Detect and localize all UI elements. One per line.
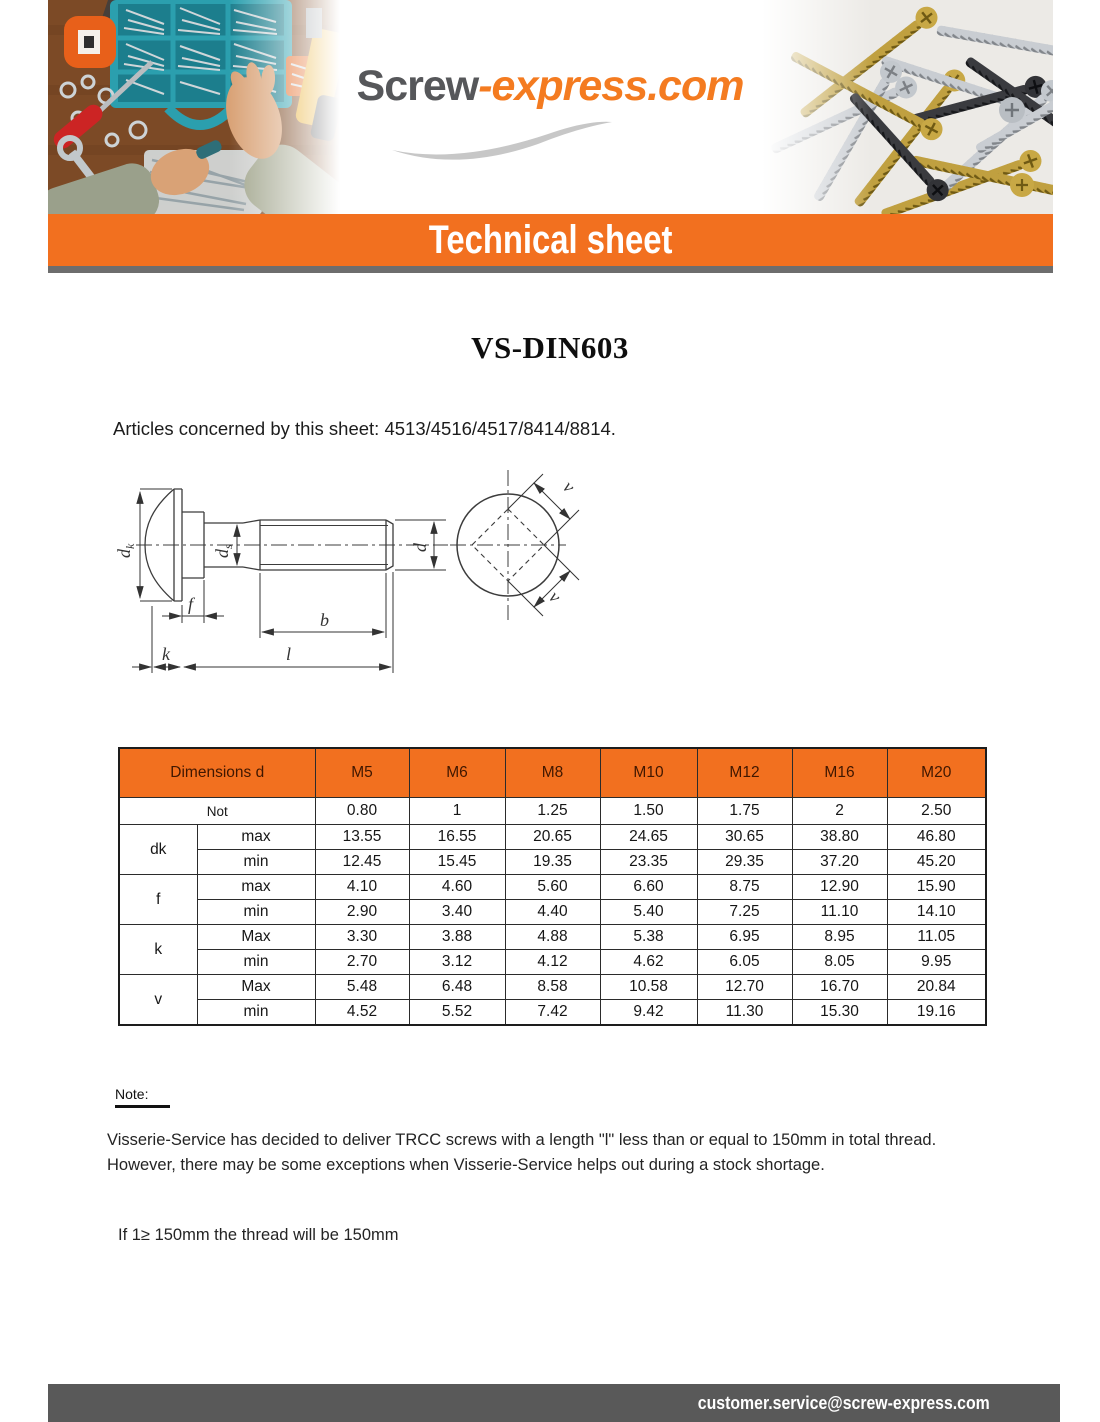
header-m12: M12 [697,748,792,798]
value-cell: 11.10 [792,900,887,925]
row-label: Not [119,798,315,825]
note-paragraph: Visserie-Service has decided to deliver TRCC screws with a length "l" less than or equal to 150mm in total thread. However, there may be some exceptions when Visserie-Service helps out during a stock shortage. [107,1131,937,1174]
group-label: dk [119,825,197,875]
footer-email[interactable]: customer.service@screw-express.com [698,1392,990,1413]
value-cell: 5.52 [409,1000,505,1026]
photo-fade [48,0,340,215]
footer-bar [48,1384,1060,1422]
table-row [119,875,986,900]
value-cell: 45.20 [887,850,986,875]
group-label: f [119,875,197,925]
row-label: min [197,950,315,975]
value-cell: 2.90 [315,900,409,925]
table-row [119,950,986,975]
dim-label-l: l [286,644,292,664]
value-cell: 8.58 [505,975,600,1000]
value-cell: 15.90 [887,875,986,900]
value-cell: 2.70 [315,950,409,975]
value-cell: 4.88 [505,925,600,950]
value-cell: 20.84 [887,975,986,1000]
value-cell: 2.50 [887,798,986,825]
value-cell: 46.80 [887,825,986,850]
dim-label-d: d [410,543,430,552]
table-row [119,925,986,950]
value-cell: 12.70 [697,975,792,1000]
dim-label-dk: $d_k$ [114,543,137,558]
logo-swoosh [388,120,618,160]
value-cell: 11.30 [697,1000,792,1026]
value-cell: 20.65 [505,825,600,850]
dim-label-ds: $d_s$ [212,544,235,558]
banner-underline [48,266,1053,273]
value-cell: 3.12 [409,950,505,975]
screw-pile-photo [762,0,1053,218]
logo-secondary: -express.com [478,62,744,110]
page-title: VS-DIN603 [471,330,629,365]
value-cell: 5.40 [600,900,697,925]
value-cell: 1.50 [600,798,697,825]
value-cell: 4.52 [315,1000,409,1026]
value-cell: 4.10 [315,875,409,900]
value-cell: 11.05 [887,925,986,950]
group-label: v [119,975,197,1026]
row-label: min [197,1000,315,1026]
group-label: k [119,925,197,975]
value-cell: 15.30 [792,1000,887,1026]
value-cell: 3.88 [409,925,505,950]
technical-sheet-banner [48,214,1053,266]
value-cell: 6.05 [697,950,792,975]
articles-line: Articles concerned by this sheet: 4513/4516/4517/8414/8814. [113,418,616,439]
header-dimensions: Dimensions d [119,748,315,798]
bolt-drawing-svg [100,440,680,710]
value-cell: 13.55 [315,825,409,850]
value-cell: 14.10 [887,900,986,925]
value-cell: 4.12 [505,950,600,975]
table-header-row [119,748,986,798]
table-row [119,825,986,850]
value-cell: 0.80 [315,798,409,825]
value-cell: 12.90 [792,875,887,900]
value-cell: 6.48 [409,975,505,1000]
header-m8: M8 [505,748,600,798]
value-cell: 8.05 [792,950,887,975]
photo-fade [762,0,1053,218]
value-cell: 4.60 [409,875,505,900]
value-cell: 5.38 [600,925,697,950]
value-cell: 1.75 [697,798,792,825]
value-cell: 24.65 [600,825,697,850]
value-cell: 16.55 [409,825,505,850]
table-row [119,975,986,1000]
row-label: max [197,825,315,850]
table-row [119,850,986,875]
value-cell: 5.60 [505,875,600,900]
workbench-photo [48,0,340,215]
dimensions-table [118,747,987,1026]
value-cell: 23.35 [600,850,697,875]
value-cell: 16.70 [792,975,887,1000]
value-cell: 9.42 [600,1000,697,1026]
value-cell: 5.48 [315,975,409,1000]
table-row [119,900,986,925]
value-cell: 19.16 [887,1000,986,1026]
header-m20: M20 [887,748,986,798]
header-m5: M5 [315,748,409,798]
value-cell: 6.95 [697,925,792,950]
value-cell: 4.40 [505,900,600,925]
value-cell: 9.95 [887,950,986,975]
row-label: Max [197,975,315,1000]
value-cell: 8.75 [697,875,792,900]
brand-logo [340,62,760,172]
header-m16: M16 [792,748,887,798]
banner-title: Technical sheet [428,217,673,262]
value-cell: 8.95 [792,925,887,950]
header-m10: M10 [600,748,697,798]
value-cell: 7.25 [697,900,792,925]
thread-rule-text: If 1≥ 150mm the thread will be 150mm [118,1226,399,1244]
dim-label-b: b [320,610,329,630]
row-label: min [197,900,315,925]
value-cell: 12.45 [315,850,409,875]
dim-label-f: f [188,594,194,614]
value-cell: 6.60 [600,875,697,900]
row-label: Max [197,925,315,950]
logo-primary: Screw [356,62,479,110]
dim-label-k: k [162,644,170,664]
value-cell: 3.40 [409,900,505,925]
dim-label-v-top: v [559,476,579,497]
value-cell: 38.80 [792,825,887,850]
value-cell: 1 [409,798,505,825]
value-cell: 3.30 [315,925,409,950]
value-cell: 37.20 [792,850,887,875]
value-cell: 10.58 [600,975,697,1000]
bolt-technical-drawing [100,440,680,710]
brand-logo-text [357,62,744,110]
row-label: min [197,850,315,875]
table-row [119,798,986,825]
value-cell: 30.65 [697,825,792,850]
value-cell: 19.35 [505,850,600,875]
value-cell: 4.62 [600,950,697,975]
value-cell: 2 [792,798,887,825]
table-row [119,1000,986,1026]
note-heading: Note: [115,1086,170,1108]
row-label: max [197,875,315,900]
header-m6: M6 [409,748,505,798]
value-cell: 15.45 [409,850,505,875]
value-cell: 29.35 [697,850,792,875]
dim-label-v-bottom: v [545,586,565,607]
value-cell: 7.42 [505,1000,600,1026]
value-cell: 1.25 [505,798,600,825]
